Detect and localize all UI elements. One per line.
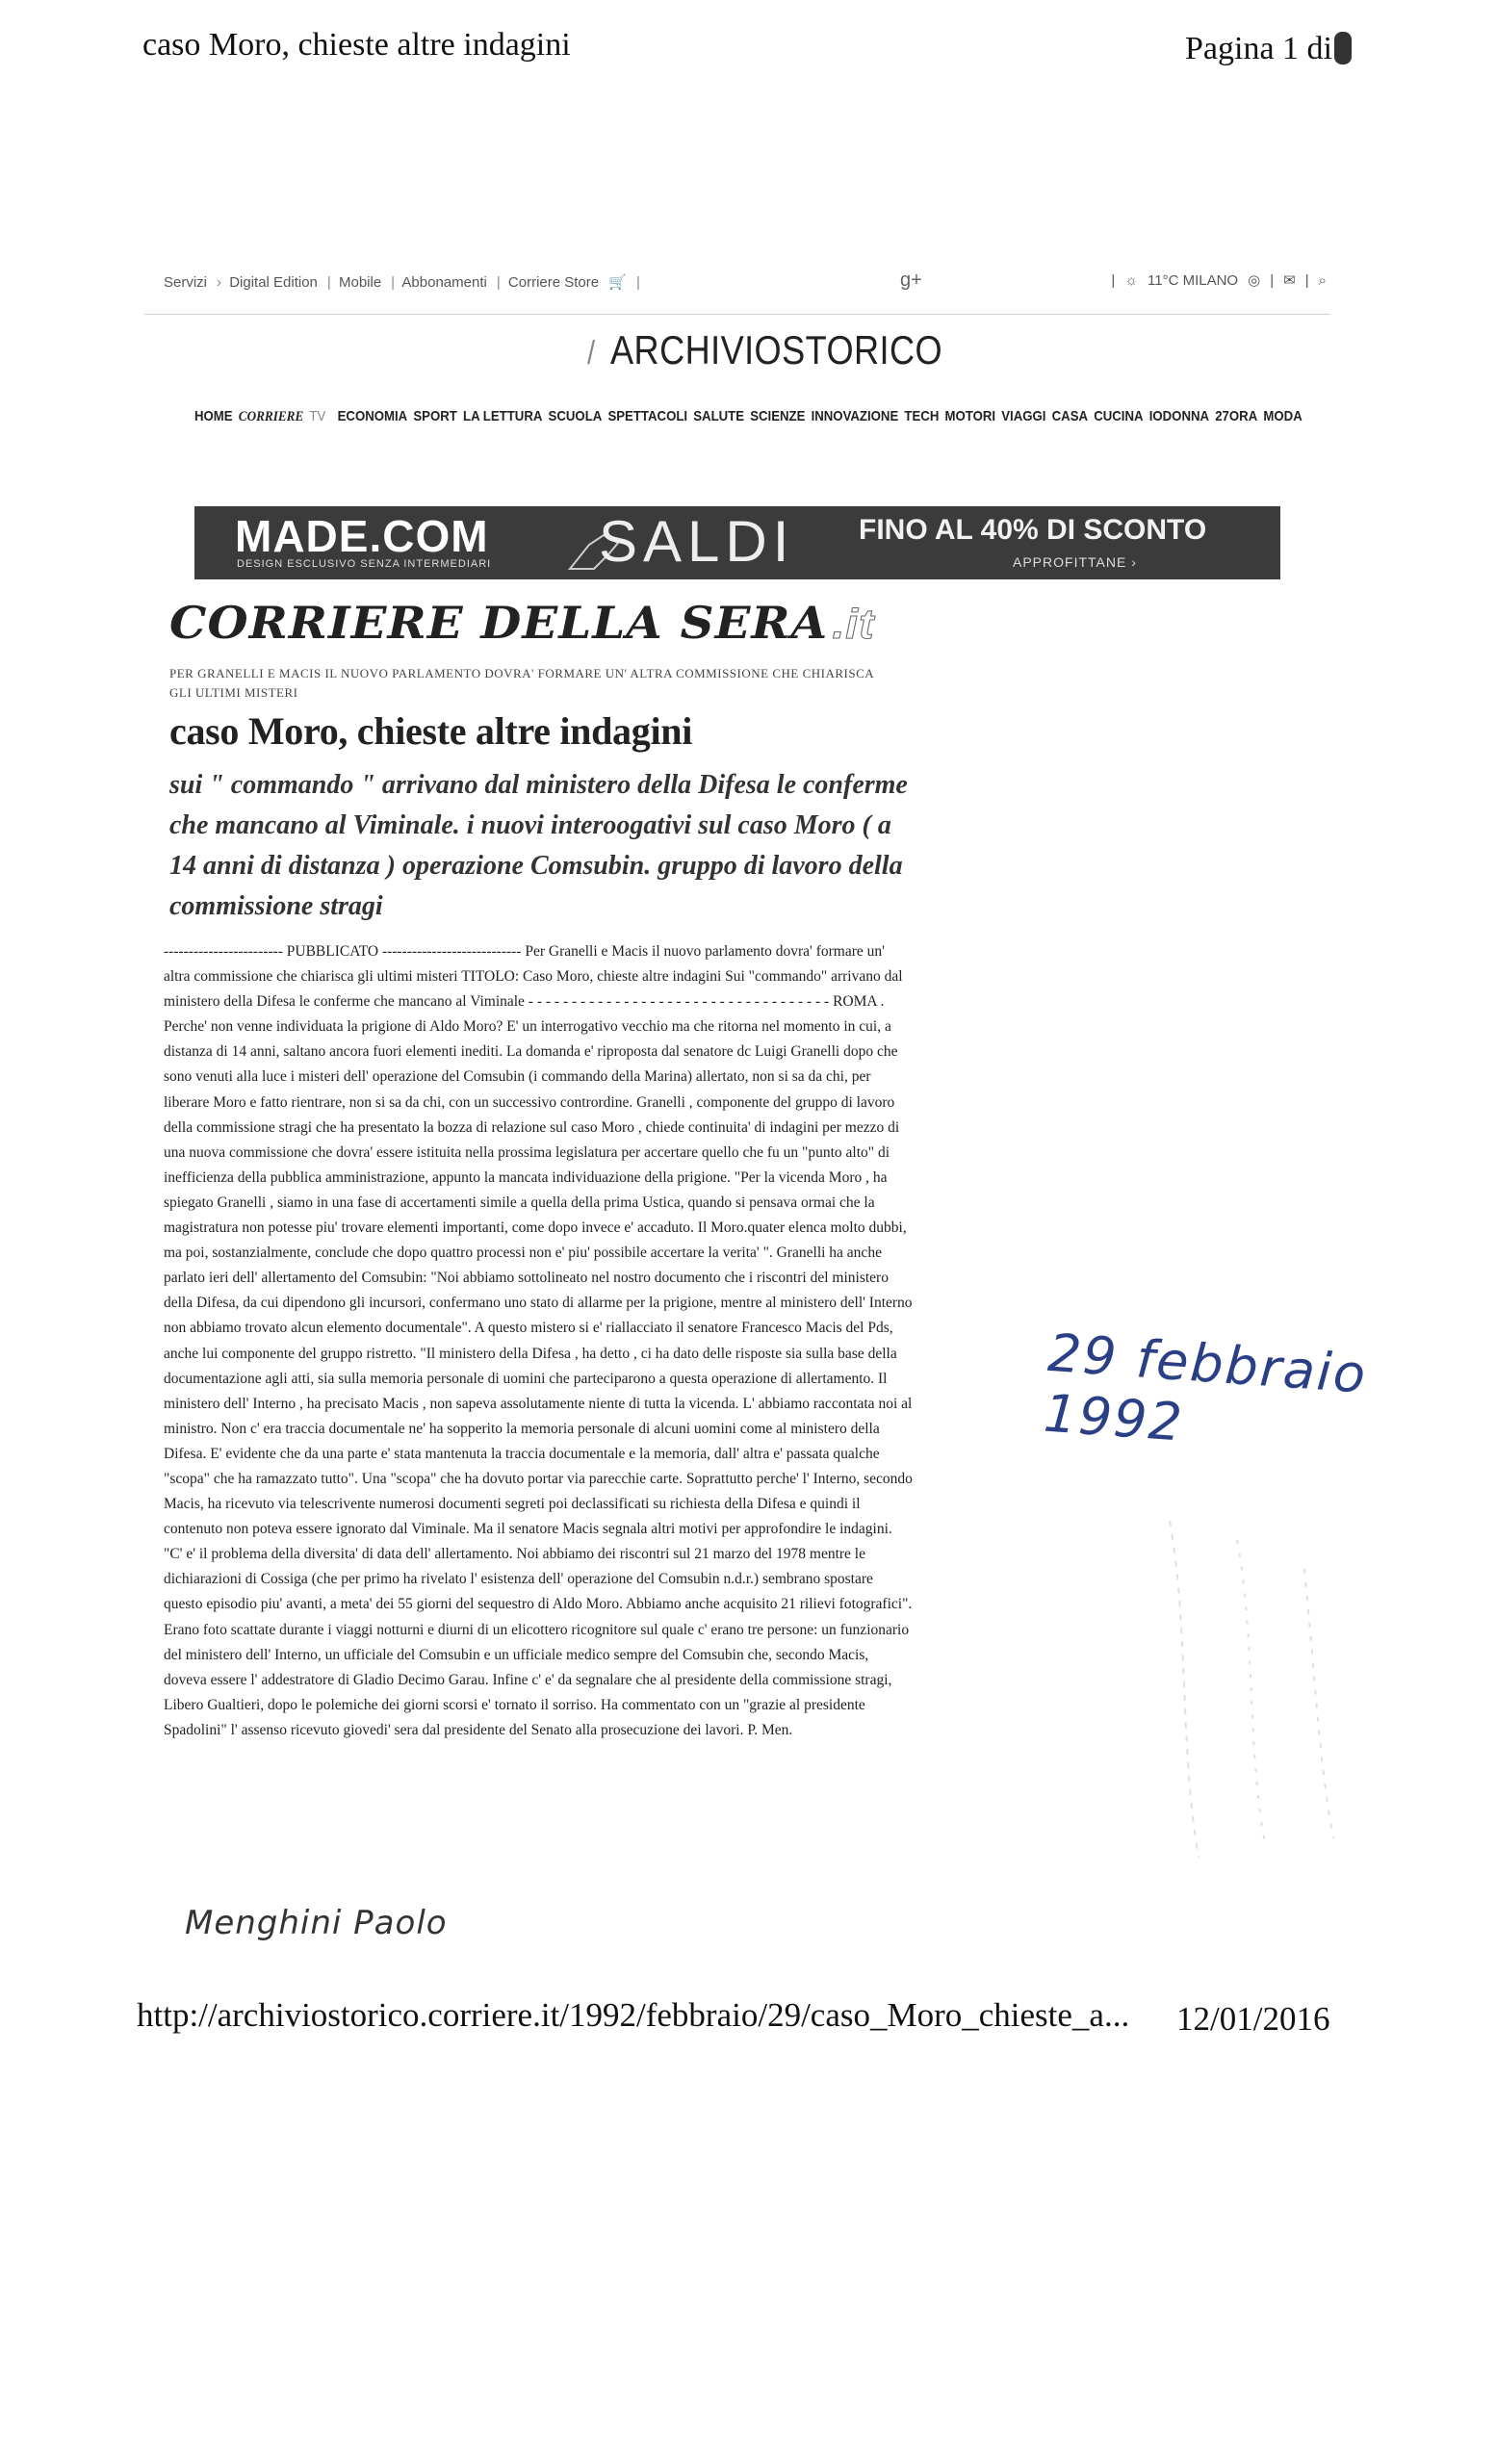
article-body: ------------------------ PUBBLICATO ---------------------------- Per Granelli e Macis il nuovo parlamento dovra' formare un' altra commissione che chiarisca gli ultimi misteri TITOLO: Caso Moro, chieste altre indagini Sui "commando" arrivano dal ministero della Difesa le conferme che mancano al Viminale - - - - - - - - - - - - - - - - - - - - - - - - - - - - - - - - - - - ROMA . Perche' non venne individuata la prigione di Aldo Moro? E' un interrogativo vecchio ma che ritorna nel momento in cui, a distanza di 14 anni, saltano ancora fuori elementi inediti. La domanda e' riproposta dal senatore dc Luigi Granelli dopo che sono venuti alla luce i misteri dell' operazione del Comsubin (i commando della Marina) allertato, non si sa da chi, per liberare Moro e fatto rientrare, non si sa da chi, con un successivo contrordine. Granelli , componente del gruppo di lavoro della commissione stragi che ha presentato la bozza di relazione sul caso Moro , chiede continuita' di indagini per mezzo di una nuova commissione che dovra' essere istituita nella prossima legislatura per accertare quello che fu un "punto alto" di inefficienza della pubblica amministrazione, appunto la mancata individuazione della prigione. "Per la vicenda Moro , ha spiegato Granelli , siamo in una fase di accertamenti simile a quella della prima Ustica, quando si pensava ormai che la magistratura non potesse piu' trovare elementi importanti, come dopo invece e' accaduto. Il Moro.quater elenca molto dubbi, ma poi, sostanzialmente, conclude che dopo quattro processi non e' piu' possibile accertare la verita' ". Granelli ha anche parlato ieri dell' allertamento del Comsubin: "Noi abbiamo sottolineato nel nostro documento che i riscontri del ministero della Difesa, da cui dipendono gli incursori, confermano uno stato di allarme per la prigione, mentre al ministero dell' Interno non abbiamo trovato alcun elemento documentale". A questo mistero si e' riallacciato il senatore Francesco Macis del Pds, anche lui componente del gruppo ristretto. "Il ministero della Difesa , ha detto , ci ha dato delle risposte sia sulla base della documentazione agli atti, sia sulla memoria personale di uomini che parteciparono a questa operazione di allertamento. Il ministero dell' Interno , ha precisato Macis , non sapeva assolutamente niente di tutta la vicenda. L' abbiamo raccontata noi al ministro. Non c' era traccia documentale ne' ha sopperito la memoria personale di alcuni uomini come al ministero della Difesa. E' evidente che da una parte e' stata mantenuta la traccia documentale e la memoria, dall' altra e' passata qualche "scopa" che ha ramazzato tutto". Una "scopa" che ha dovuto portar via parecchie carte. Soprattutto perche' l' Interno, secondo Macis, ha ricevuto via telescrivente numerosi documenti segreti poi declassificati su richiesta della Difesa e quindi il contenuto non poteva essere ignorato dal Viminale. Ma il senatore Macis segnala altri motivi per approfondire le indagini. "C' e' il problema della diversita' di data dell' allertamento. Noi abbiamo dei riscontri sul 21 marzo del 1978 mentre le dichiarazioni di Cossiga (che per primo ha rivelato l' esistenza dell' operazione del Comsubin n.d.r.) sembrano spostare questo episodio piu' avanti, a meta' dei 55 giorni del sequestro di Aldo Moro. Abbiamo anche acquisito 21 rilievi fotografici". Erano foto scattate durante i viaggi notturni e diurni di un elicottero ricognitore sul quale c' erano tre persone: un funzionario del ministero dell' Interno, un ufficiale del Comsubin e un ufficiale medico sempre del Comsubin che, secondo Macis, doveva essere l' addestratore di Gladio Decimo Garau. Infine c' e' da segnalare che al presidente della commissione stragi, Libero Gualtieri, dopo le polemiche dei giorni scorsi e' tornato il sorriso. Ha commentato con un "grazie al presidente Spadolini" l' assenso ricevuto giovedi' sera dal presidente del Senato alla prosecuzione dei lavori. P. Men.	[164, 943, 913, 1738]
print-date: 12/01/2016	[1176, 2000, 1330, 2038]
ad-banner[interactable]	[194, 506, 1280, 579]
print-url[interactable]: http://archiviostorico.corriere.it/1992/febbraio/29/caso_Moro_chieste_a...	[137, 1996, 1130, 2034]
service-bar: Servizi › Digital Edition | Mobile | Abbonamenti | Corriere Store 🛒 |	[164, 274, 640, 291]
nav-item-27ora[interactable]: 27ORA	[1215, 408, 1258, 424]
ad-saldi: SALDI	[599, 509, 795, 574]
nav-item-scienze[interactable]: SCIENZE	[750, 408, 806, 424]
ad-brand-tagline: DESIGN ESCLUSIVO SENZA INTERMEDIARI	[237, 558, 492, 570]
print-page-number: Pagina 1 di	[1185, 31, 1352, 67]
article-headline: caso Moro, chieste altre indagini	[169, 709, 693, 753]
nav-item-scuola[interactable]: SCUOLA	[548, 408, 603, 424]
search-icon[interactable]: ⌕	[1318, 271, 1327, 289]
ad-brand: MADE.COM	[235, 511, 489, 561]
sun-icon: ☼	[1124, 271, 1139, 289]
nav-item-salute[interactable]: SALUTE	[693, 408, 745, 424]
ad-offer: FINO AL 40% DI SCONTO	[859, 514, 1207, 546]
nav-item-sport[interactable]: SPORT	[413, 408, 457, 424]
ink-blot	[1334, 32, 1352, 64]
nav-item-la-lettura[interactable]: LA LETTURA	[463, 408, 543, 424]
nav-item-home[interactable]: HOME	[194, 408, 233, 424]
divider	[144, 314, 1330, 315]
service-link-servizi[interactable]: Servizi	[164, 274, 208, 291]
section-title[interactable]: / ARCHIVIOSTORICO	[587, 327, 942, 372]
google-plus-icon[interactable]: g+	[900, 270, 922, 291]
weather-readout[interactable]: 11°C MILANO	[1148, 271, 1239, 289]
article-kicker: PER GRANELLI E MACIS IL NUOVO PARLAMENTO DOVRA' FORMARE UN' ALTRA COMMISSIONE CHE CHIARISCA GLI ULTIMI MISTERI	[169, 666, 874, 700]
main-nav	[194, 408, 1308, 425]
cart-icon[interactable]: 🛒	[608, 274, 627, 291]
mail-icon[interactable]: ✉	[1283, 272, 1296, 289]
service-link-mobile[interactable]: Mobile	[338, 274, 382, 291]
service-link-corriere-store[interactable]: Corriere Store	[507, 274, 600, 291]
nav-item-moda[interactable]: MODA	[1263, 408, 1303, 424]
nav-item-iodonna[interactable]: IODONNA	[1148, 408, 1210, 424]
nav-item-motori[interactable]: MOTORI	[944, 408, 996, 424]
nav-item-economia[interactable]: ECONOMIA	[337, 408, 408, 424]
article-subheadline: sui " commando " arrivano dal ministero della Difesa le conferme che mancano al Viminale. i nuovi interoogativi sul caso Moro ( a 14 anni di distanza ) operazione Comsubin. gruppo di lavoro della commissione stragi	[169, 770, 908, 921]
ad-cta[interactable]: APPROFITTANE ›	[1013, 554, 1137, 570]
nav-item-corriere-tv[interactable]: CORRIERE TV	[238, 408, 326, 424]
service-link-abbonamenti[interactable]: Abbonamenti	[401, 274, 487, 291]
service-bar-right: | ☼ 11°C MILANO ◎ | ✉ | ⌕	[1111, 271, 1327, 289]
handwritten-date: 29 febbraio 1992	[1042, 1322, 1370, 1453]
nav-item-spettacoli[interactable]: SPETTACOLI	[607, 408, 688, 424]
nav-item-cucina[interactable]: CUCINA	[1094, 408, 1144, 424]
service-link-digital-edition[interactable]: Digital Edition	[229, 274, 318, 291]
weather-info-icon: ◎	[1248, 272, 1261, 289]
handwritten-signature: Menghini Paolo	[185, 1904, 448, 1942]
nav-item-innovazione[interactable]: INNOVAZIONE	[811, 408, 899, 424]
nav-item-casa[interactable]: CASA	[1051, 408, 1089, 424]
print-page-title: caso Moro, chieste altre indagini	[142, 27, 571, 63]
nav-item-tech[interactable]: TECH	[904, 408, 940, 424]
nav-item-viaggi[interactable]: VIAGGI	[1001, 408, 1046, 424]
faded-stamp-mark	[1150, 1511, 1353, 1867]
slash-mark: /	[587, 335, 596, 372]
masthead-logo[interactable]: CORRIERE DELLA SERA.it	[169, 597, 875, 649]
